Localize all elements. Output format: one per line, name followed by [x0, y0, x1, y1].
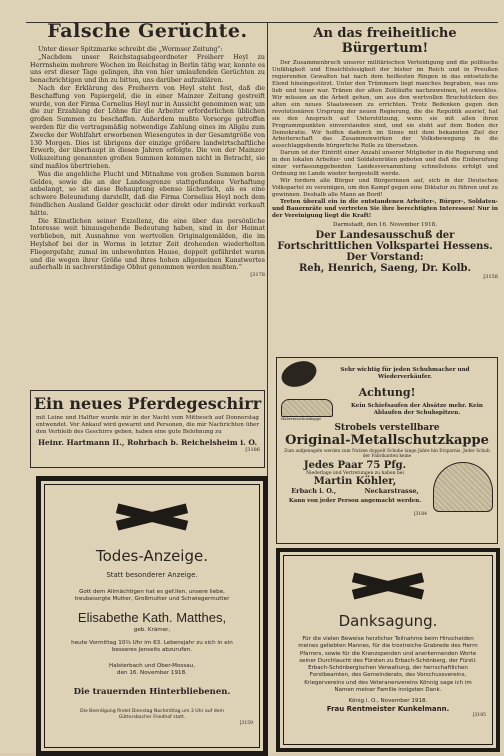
death-date: den 16. November 1918. [117, 670, 187, 676]
death-text: Gott dem Allmächtigen hat es gef.llen, unsere liebe, treubesorgte Mutter, Großmutter und Schwiegermutter [74, 589, 230, 602]
article-paragraph: „Nachdem unser Reichstagsabgeordneter Freiherr Heyl zu Herrnsheim mehrere Wochen im Reichstag in Berlin tätig war, konnte es uns erst dieser Tage gelingen, ihn von hier umlaufenden Gerüchten zu benachrichtigen und ihn zu bitten, uns darüber aufzuklären. [30, 53, 265, 85]
thanks-code: [3185 [472, 713, 486, 719]
shoe-ad-attention: Achtung! [358, 386, 416, 399]
product-desc: Zum aufgenageln werden zum Nutzen doppelt Schuhe lange Jahre hin Ersparnis. Jeder Schuh der Fabrikanten keine [284, 449, 490, 460]
shoe-ad-line-1: Sehr wichtig für jeden Schuhmacher und Wiederverkäufer. [340, 367, 470, 380]
dealer-note: Niederlage und Vertretungen zu haben bei [306, 471, 404, 477]
horse-harness-ad [30, 390, 265, 468]
board-names: Reh, Henrich, Saeng, Dr. Kolb. [298, 262, 472, 274]
right-column [272, 18, 498, 280]
deceased-name: Elisabethe Kath. Matthes, [77, 610, 227, 625]
shoe-ad-code: [3184 [413, 512, 427, 518]
cross-icon [112, 495, 192, 539]
shoe-illustration [433, 462, 493, 512]
horse-ad-text: mit Leine und Halfter wurde mir in der Nacht vom Mittwoch auf Donnerstag entwendet. Vor Ankauf wird gewarnt und Personen, die mir Nachrichten über den Verbleib des Geschirrs geben, haben eine gute Belohnung zu [36, 415, 259, 435]
death-notice [36, 476, 268, 756]
product-price: Jedes Paar 75 Pfg. [303, 460, 407, 472]
shoe-ad-note: Kann von jeder Person angemacht werden. [288, 498, 422, 505]
deceased-born: geb. Krämer, [133, 627, 171, 633]
horse-ad-title: Ein neues Pferdegeschirr [33, 394, 262, 413]
party-line-1: Der Landesausschuß der [315, 229, 455, 241]
shoe-cap-ad [276, 357, 498, 544]
board-label: Der Vorstand: [346, 251, 424, 263]
shoe-ad-line-2: Kein Schiefsaufen der Absätze mehr. Kein Ablaufen der Schuhspitzen. [351, 403, 483, 416]
article-paragraph: Nach der Erklärung des Freiherrn von Heyl steht fest, daß die Beschaffung von Papiergeld, die in einer Mainzer Zeitung gestreift wurde, von der Firma Cornelius Heyl nur in Aussicht genommen war, um die zur Erzahlung der Löhne für die Arbeiter erforderlichen üblichen großen Summen zu beschaffen. Außerdem mußte Vorsorge getroffen werden für die vertragsmäßig notwendige Zahlung eines im Allgäu zum Zwecke der Wohlfahrt erworbenen Wiesengutes in der Gesamtgröße von 130 Morgen. Dies ist übrigens der einzige größere landwirtschaftliche Erwerb, der überhaupt in diesen Jahren erfolgte. Die von der Mainzer Volkszeitung genannten großen Summen kommen nicht in Betracht, sie sind maßlos übertrieben. [30, 84, 265, 170]
dealer-city: Erbach i. O., [291, 487, 337, 496]
horse-ad-signature: Heinr. Hartmann II., Rohrbach b. Reichelsheim i. O. [37, 438, 258, 447]
shoe-cap-image [281, 399, 333, 417]
product-name: Original-Metallschutzkappe [285, 433, 489, 448]
death-subtitle: Statt besonderer Anzeige. [106, 571, 198, 579]
article-paragraph: Die Künstlichen seiner Exzellenz, die eine über das persönliche Interesse weit hinausgehende Bedeutung haben, sind in der Heimat verblieben, mit Ausnahme von wertvollen Originalgemälden, die im Heylshof bei der in Worms in letzter Zeit drohenden wiederholten Fliegergefahr, zumal im unbewohnten Hause, doppelt gefährdet waren und die wegen ihrer Größe und ihres hohen allgemeinen Kunstwertes außerhalb in sachverständige Obhut genommen werden mußten.“ [30, 217, 265, 272]
appeal-place-date: Darmstadt, den 16. November 1918. [333, 221, 437, 228]
article-code: [3178 [250, 272, 265, 279]
death-place: Halsterbach und Ober-Mossau, [108, 663, 196, 669]
thanks-notice [276, 548, 500, 752]
thanks-widow: Frau Rentmeister Kunkelmann. [326, 705, 450, 714]
mourners: Die trauernden Hinterbliebenen. [73, 687, 231, 697]
funeral-info: Die Beerdigung findet Dienstag Nachmittag um 3 Uhr auf dem Güttersbacher Friedhof statt. [80, 709, 224, 720]
article-body [30, 46, 265, 280]
appeal-paragraph: Der Zusammenbruch unserer militärischen Verteidigung und die politische Unfähigkeit und Einsichtslosigkeit der bisher im Reich und in Preußen regierenden Gewalten hat nach dem heißesten Ringen in das entsetzliche Elend hineingestürzt. Unter den Trümmern liegt manches begraben, was uns lieb und teuer war. Tränen der alten Zeitläufte nachzuweinen, ist zwecklos. Wir müssen an die Arbeit gehen, um aus den wertvollen Bruchstücken des alten ein neues Staatswesen zu errichten. Trotz Bedenken gegen den revolutionären Ursprung der neuen Regierung, die die Republik ausrief, hat sie den Anspruch auf Unterstützung, wenn sie mit allen ihren Programmpunkten einverstanden sind, und sie steht auf dem Boden der Demokratie. Wir hoffen dadurch im Sinne mit dem bekannten Ziel der Arbeiterschaft das Zusammenwirken der Volksbewegung in die ausschlaggebende bürgerliche Rolle zu übersetzen. [272, 60, 498, 150]
shoe-brand-small: Hubertusschutzkappe [281, 417, 322, 421]
death-code: [3159 [239, 721, 253, 726]
thanks-text: Für die vielen Beweise herzlicher Teilnahme beim Hinscheiden meines geliebten Mannes, für die trostreiche Grabrede des Herrn Pfarrers, sowie für die Kranzspenden und anerkennenden Worte seiner Durchlaucht des Fürsten zu Erbach-Schönberg, der Fürstl. Erbach-Schönbergischen Verwaltung, der herrschaftlichen Forstbeamten, des Gemeinderats, des Vorschussvereins, Kriegervereins und des Veteranenvereins Könnig sage ich im Namen meiner Familie innigsten Dank. [298, 636, 478, 694]
appeal-paragraph: Treten überall ein in die entstandenen Arbeiter-, Bürger-, Soldaten- und Bauernräte und vertreten Sie ihre berechtigten Interessen! Nur in der Vereinigung liegt die Kraft! [272, 199, 498, 219]
product-intro: Strobels verstellbare [334, 423, 440, 433]
article-title: Falsche Gerüchte. [47, 20, 248, 42]
party-line-2: Fortschrittlichen Volkspartei Hessens. [277, 240, 493, 252]
appeal-paragraph: Darum ist der Eintritt einer Anzahl unserer Mitglieder in die Regierung und in den lokalen Arbeiter- und Soldatenräten geboten und daß die Einberufung einer verfassunggebenden Landesversammlung schnellstens erfolgt und Ordnung im Lande wieder hergestellt werde. [272, 150, 498, 178]
article-paragraph: Was die angebliche Flucht und Mitnahme von großen Summen baren Geldes, sowie die an der Landesgrenze stattgefundene Verhaftung anbelangt, so ist diese Behauptung ebenso lächerlich, als es eine schwere Beleumdung darstellt, daß die Firma Cornelius Heyl noch dem feindlichen Ausland Gelder geschickt oder direkt oder indirekt verkauft hätte. [30, 170, 265, 217]
article-intro: Unter dieser Spitzmarke schreibt die „Wormser Zeitung“: [38, 46, 223, 53]
death-text-2: heute Vormittag 10¾ Uhr im 63. Lebensjahr zu sich in ein besseres Jenseits abzurufen. [71, 640, 233, 653]
dealer-name: Martin Köhler, [313, 476, 397, 488]
appeal-paragraph: Wir fordern alle Bürger und Bürgerinnen auf, sich in der Deutschen Volkspartei zu vereinigen, um den Kampf gegen eine Diktatur zu führen und zu gewinnen. Deshalb alle Mann an Bord! [272, 178, 498, 199]
horse-ad-code: [3186 [245, 447, 260, 453]
cross-icon [348, 564, 428, 608]
appeal-body [272, 60, 498, 220]
dealer-street: Neckarstrasse, [364, 487, 419, 496]
thanks-place: König i. O., November 1918. [348, 698, 428, 705]
appeal-title: An das freiheitliche Bürgertum! [313, 26, 457, 56]
appeal-code: [3158 [483, 273, 498, 280]
thanks-title: Danksagung. [338, 612, 438, 630]
left-column [30, 18, 265, 280]
death-title: Todes-Anzeige. [96, 547, 208, 565]
